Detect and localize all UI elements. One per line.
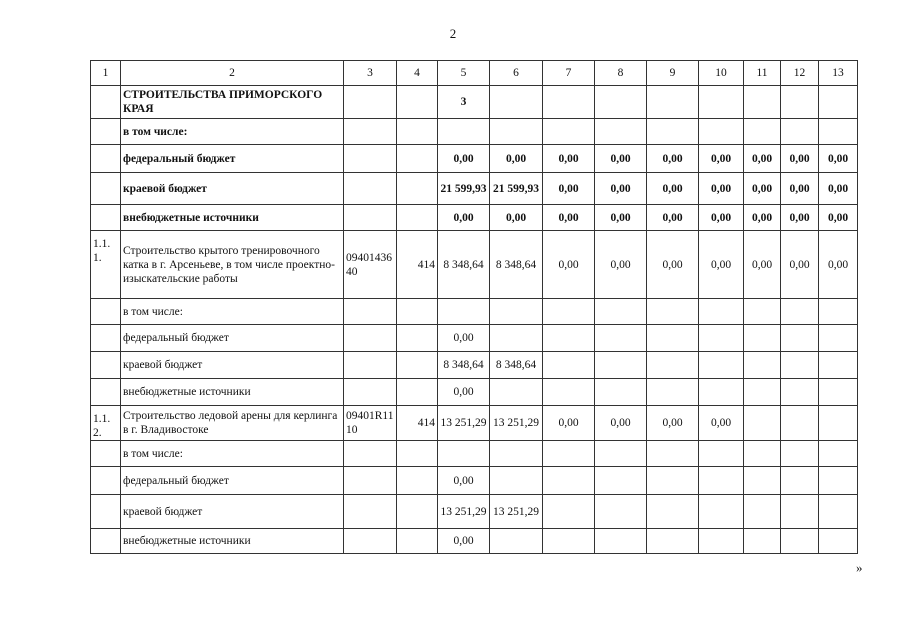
row-title-cell: в том числе:	[121, 441, 344, 467]
amount-cell	[699, 529, 744, 554]
code-cell	[344, 441, 397, 467]
table-row	[91, 173, 858, 205]
amount-cell: 0,00	[699, 406, 744, 441]
amount-cell	[595, 441, 647, 467]
amount-cell: 13 251,29	[490, 406, 543, 441]
amount-cell: 21 599,93	[438, 173, 490, 205]
header-cell: 4	[397, 61, 438, 86]
row-title-cell: внебюджетные источники	[121, 379, 344, 406]
amount-cell: 0,00	[543, 406, 595, 441]
row-number-cell	[91, 173, 121, 205]
row-number-cell	[91, 441, 121, 467]
amount-cell	[819, 406, 858, 441]
amount-cell: 3	[438, 86, 490, 119]
row-number-cell: 1.1.1.	[91, 231, 121, 299]
amount-cell	[490, 441, 543, 467]
amount-cell	[490, 299, 543, 325]
amount-cell	[490, 379, 543, 406]
amount-cell	[647, 441, 699, 467]
code-cell	[344, 495, 397, 529]
code-cell: 414	[397, 231, 438, 299]
amount-cell	[781, 441, 819, 467]
code-cell	[397, 352, 438, 379]
header-cell: 3	[344, 61, 397, 86]
amount-cell	[647, 467, 699, 495]
row-title-cell: внебюджетные источники	[121, 529, 344, 554]
budget-table	[90, 60, 858, 554]
header-cell: 9	[647, 61, 699, 86]
amount-cell: 0,00	[819, 145, 858, 173]
amount-cell	[744, 467, 781, 495]
table-row	[91, 529, 858, 554]
amount-cell	[647, 352, 699, 379]
amount-cell: 0,00	[699, 145, 744, 173]
row-number-cell	[91, 467, 121, 495]
row-title-cell: СТРОИТЕЛЬСТВА ПРИМОРСКОГО КРАЯ	[121, 86, 344, 119]
amount-cell	[744, 86, 781, 119]
code-cell	[344, 299, 397, 325]
amount-cell: 8 348,64	[438, 352, 490, 379]
row-number-cell	[91, 119, 121, 145]
amount-cell	[543, 441, 595, 467]
amount-cell	[819, 86, 858, 119]
amount-cell: 0,00	[699, 205, 744, 231]
amount-cell: 0,00	[819, 205, 858, 231]
amount-cell	[744, 379, 781, 406]
code-cell	[344, 467, 397, 495]
amount-cell	[819, 467, 858, 495]
amount-cell: 0,00	[744, 145, 781, 173]
amount-cell: 0,00	[819, 173, 858, 205]
amount-cell	[647, 119, 699, 145]
amount-cell	[744, 529, 781, 554]
code-cell	[397, 119, 438, 145]
amount-cell: 0,00	[438, 325, 490, 352]
table-row	[91, 231, 858, 299]
amount-cell	[819, 325, 858, 352]
amount-cell	[595, 467, 647, 495]
amount-cell: 0,00	[438, 379, 490, 406]
amount-cell	[543, 325, 595, 352]
header-cell: 8	[595, 61, 647, 86]
amount-cell	[438, 299, 490, 325]
amount-cell	[595, 352, 647, 379]
page-number: 2	[449, 26, 457, 41]
code-cell	[344, 145, 397, 173]
amount-cell: 0,00	[781, 145, 819, 173]
table-row	[91, 495, 858, 529]
amount-cell	[647, 86, 699, 119]
row-number-cell	[91, 352, 121, 379]
amount-cell	[543, 529, 595, 554]
amount-cell: 13 251,29	[438, 406, 490, 441]
table-row	[91, 441, 858, 467]
amount-cell: 0,00	[647, 145, 699, 173]
row-title-cell: внебюджетные источники	[121, 205, 344, 231]
amount-cell	[819, 441, 858, 467]
row-title-cell: краевой бюджет	[121, 173, 344, 205]
amount-cell: 0,00	[781, 205, 819, 231]
row-number-cell	[91, 529, 121, 554]
amount-cell	[543, 119, 595, 145]
amount-cell	[438, 119, 490, 145]
table-row	[91, 406, 858, 441]
code-cell	[344, 379, 397, 406]
amount-cell	[595, 325, 647, 352]
amount-cell	[781, 379, 819, 406]
code-cell	[397, 145, 438, 173]
amount-cell: 0,00	[781, 173, 819, 205]
amount-cell: 0,00	[438, 145, 490, 173]
code-cell	[397, 441, 438, 467]
row-number-cell: 1.1.2.	[91, 406, 121, 441]
amount-cell	[490, 119, 543, 145]
amount-cell: 0,00	[543, 173, 595, 205]
amount-cell	[781, 467, 819, 495]
row-title-cell: федеральный бюджет	[121, 467, 344, 495]
amount-cell	[490, 86, 543, 119]
amount-cell	[744, 495, 781, 529]
amount-cell	[490, 325, 543, 352]
amount-cell: 0,00	[595, 231, 647, 299]
amount-cell	[543, 299, 595, 325]
amount-cell: 0,00	[438, 467, 490, 495]
header-cell: 1	[91, 61, 121, 86]
amount-cell	[490, 529, 543, 554]
row-number-cell	[91, 495, 121, 529]
code-cell: 414	[397, 406, 438, 441]
amount-cell	[744, 406, 781, 441]
amount-cell	[647, 495, 699, 529]
amount-cell: 8 348,64	[490, 352, 543, 379]
amount-cell: 21 599,93	[490, 173, 543, 205]
amount-cell: 8 348,64	[438, 231, 490, 299]
row-title-cell: федеральный бюджет	[121, 325, 344, 352]
amount-cell: 0,00	[490, 205, 543, 231]
row-number-cell	[91, 86, 121, 119]
amount-cell: 0,00	[490, 145, 543, 173]
amount-cell: 0,00	[595, 205, 647, 231]
amount-cell	[781, 325, 819, 352]
amount-cell	[595, 86, 647, 119]
code-cell	[344, 173, 397, 205]
row-number-cell	[91, 145, 121, 173]
amount-cell	[543, 352, 595, 379]
amount-cell: 0,00	[438, 529, 490, 554]
amount-cell	[699, 379, 744, 406]
amount-cell: 0,00	[647, 205, 699, 231]
amount-cell	[543, 467, 595, 495]
amount-cell: 0,00	[543, 231, 595, 299]
amount-cell	[781, 406, 819, 441]
amount-cell	[699, 299, 744, 325]
code-cell	[397, 529, 438, 554]
header-cell: 5	[438, 61, 490, 86]
row-title-cell: краевой бюджет	[121, 352, 344, 379]
amount-cell: 13 251,29	[438, 495, 490, 529]
code-cell	[344, 205, 397, 231]
row-title-cell: Строительство крытого тренировочного катка в г. Арсеньеве, в том числе проектно-изыскательские работы	[121, 231, 344, 299]
table-row	[91, 352, 858, 379]
row-number-cell	[91, 299, 121, 325]
amount-cell: 0,00	[819, 231, 858, 299]
amount-cell: 0,00	[647, 406, 699, 441]
amount-cell	[438, 441, 490, 467]
header-cell: 11	[744, 61, 781, 86]
table-row	[91, 145, 858, 173]
header-cell: 6	[490, 61, 543, 86]
amount-cell	[744, 441, 781, 467]
header-cell: 12	[781, 61, 819, 86]
amount-cell	[490, 467, 543, 495]
row-title-cell: краевой бюджет	[121, 495, 344, 529]
amount-cell: 0,00	[744, 173, 781, 205]
amount-cell: 0,00	[543, 145, 595, 173]
code-cell	[344, 119, 397, 145]
amount-cell	[699, 495, 744, 529]
amount-cell	[543, 86, 595, 119]
amount-cell	[744, 119, 781, 145]
amount-cell	[543, 495, 595, 529]
amount-cell	[781, 495, 819, 529]
code-cell	[397, 379, 438, 406]
amount-cell	[819, 119, 858, 145]
amount-cell: 0,00	[595, 406, 647, 441]
amount-cell: 0,00	[438, 205, 490, 231]
amount-cell: 0,00	[647, 231, 699, 299]
header-cell: 13	[819, 61, 858, 86]
table-row	[91, 86, 858, 119]
amount-cell	[543, 379, 595, 406]
amount-cell	[699, 86, 744, 119]
amount-cell: 0,00	[595, 173, 647, 205]
amount-cell	[819, 299, 858, 325]
amount-cell	[699, 467, 744, 495]
row-title-cell: федеральный бюджет	[121, 145, 344, 173]
code-cell: 09401R1110	[344, 406, 397, 441]
table-row	[91, 379, 858, 406]
amount-cell: 8 348,64	[490, 231, 543, 299]
amount-cell	[595, 495, 647, 529]
row-number-cell	[91, 205, 121, 231]
code-cell	[344, 352, 397, 379]
table-row	[91, 205, 858, 231]
amount-cell	[781, 529, 819, 554]
amount-cell	[699, 352, 744, 379]
row-title-cell: в том числе:	[121, 299, 344, 325]
amount-cell	[595, 119, 647, 145]
amount-cell	[819, 529, 858, 554]
amount-cell: 0,00	[543, 205, 595, 231]
amount-cell	[647, 299, 699, 325]
amount-cell	[819, 379, 858, 406]
amount-cell: 0,00	[781, 231, 819, 299]
amount-cell	[744, 352, 781, 379]
amount-cell	[744, 325, 781, 352]
amount-cell: 0,00	[647, 173, 699, 205]
amount-cell	[781, 352, 819, 379]
code-cell	[397, 299, 438, 325]
table-row	[91, 325, 858, 352]
amount-cell: 0,00	[744, 231, 781, 299]
code-cell	[397, 173, 438, 205]
amount-cell: 0,00	[699, 231, 744, 299]
amount-cell	[819, 352, 858, 379]
row-title-cell: в том числе:	[121, 119, 344, 145]
code-cell	[397, 205, 438, 231]
amount-cell	[647, 325, 699, 352]
code-cell: 0940143640	[344, 231, 397, 299]
amount-cell	[819, 495, 858, 529]
amount-cell	[647, 379, 699, 406]
amount-cell	[781, 299, 819, 325]
row-number-cell	[91, 325, 121, 352]
code-cell	[344, 529, 397, 554]
table-row	[91, 467, 858, 495]
table-row	[91, 119, 858, 145]
header-cell: 10	[699, 61, 744, 86]
table-row	[91, 299, 858, 325]
code-cell	[344, 86, 397, 119]
code-cell	[397, 467, 438, 495]
amount-cell	[699, 325, 744, 352]
amount-cell: 0,00	[699, 173, 744, 205]
amount-cell	[699, 119, 744, 145]
amount-cell: 0,00	[595, 145, 647, 173]
amount-cell	[595, 379, 647, 406]
code-cell	[397, 86, 438, 119]
amount-cell	[744, 299, 781, 325]
header-cell: 2	[121, 61, 344, 86]
code-cell	[397, 495, 438, 529]
code-cell	[397, 325, 438, 352]
header-cell: 7	[543, 61, 595, 86]
amount-cell	[595, 299, 647, 325]
amount-cell	[699, 441, 744, 467]
amount-cell	[781, 86, 819, 119]
row-number-cell	[91, 379, 121, 406]
amount-cell: 0,00	[744, 205, 781, 231]
amount-cell	[595, 529, 647, 554]
amount-cell: 13 251,29	[490, 495, 543, 529]
amount-cell	[781, 119, 819, 145]
code-cell	[344, 325, 397, 352]
amount-cell	[647, 529, 699, 554]
continuation-mark: »	[856, 560, 863, 575]
header-row	[91, 61, 858, 86]
row-title-cell: Строительство ледовой арены для керлинга в г. Владивостоке	[121, 406, 344, 441]
